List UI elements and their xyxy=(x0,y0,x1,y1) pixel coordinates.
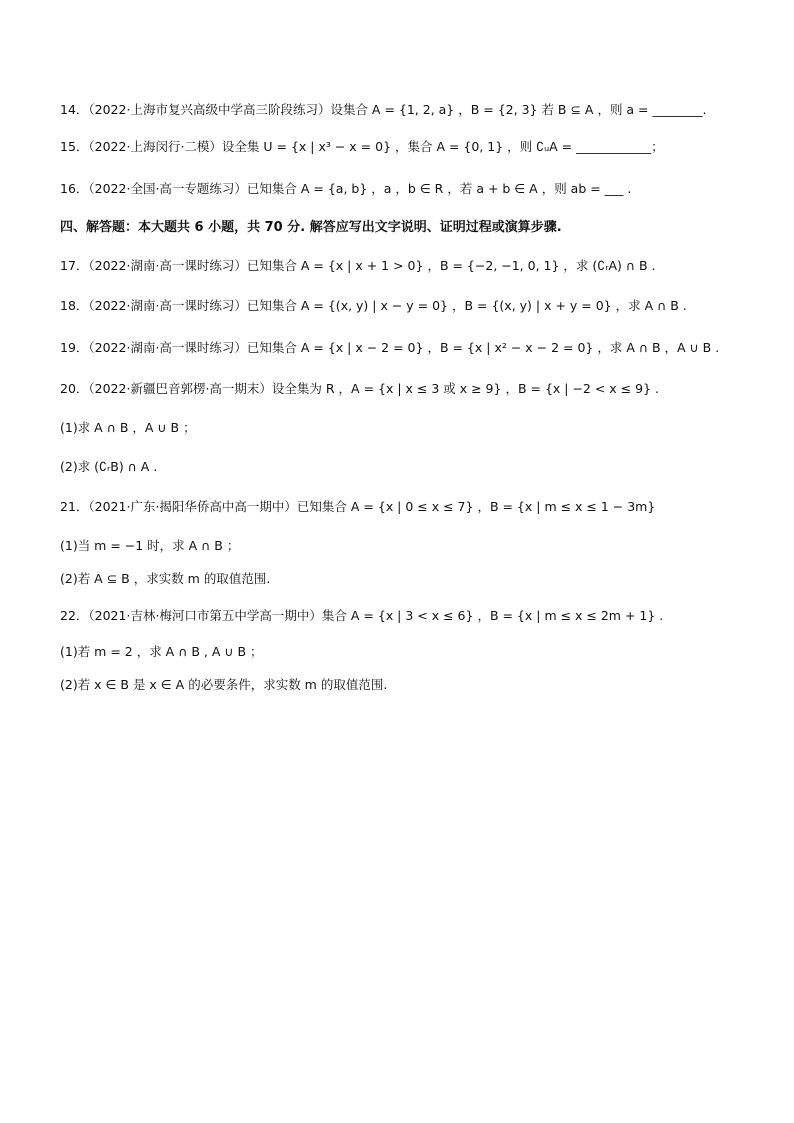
question-22: 22．（2021·吉林·梅河口市第五中学高一期中）集合 A = {x | 3 < x ≤ 6} ，B = {x | m ≤ x ≤ 2m + 1} . xyxy=(60,608,664,623)
question-18: 18．（2022·湖南·高一课时练习）已知集合 A = {(x, y) | x − y = 0} ，B = {(x, y) | x + y = 0} ，求 A ∩ B . xyxy=(60,298,687,313)
question-21-part-2: (2)若 A ⊆ B ，求实数 m 的取值范围. xyxy=(60,571,271,586)
question-14: 14．（2022·上海市复兴高级中学高三阶段练习）设集合 A = {1, 2, a} ，B = {2, 3} 若 B ⊆ A ，则 a = ________. xyxy=(60,102,707,117)
question-17: 17．（2022·湖南·高一课时练习）已知集合 A = {x | x + 1 > 0} ，B = {−2, −1, 0, 1} ，求 (∁ᵣA) ∩ B . xyxy=(60,258,656,273)
question-20: 20．（2022·新疆巴音郭楞·高一期末）设全集为 R ，A = {x | x ≤ 3 或 x ≥ 9} ，B = {x | −2 < x ≤ 9} . xyxy=(60,381,659,396)
question-19: 19．（2022·湖南·高一课时练习）已知集合 A = {x | x − 2 = 0} ，B = {x | x² − x − 2 = 0} ，求 A ∩ B ，A ∪ B . xyxy=(60,340,720,355)
question-21: 21．（2021·广东·揭阳华侨高中高一期中）已知集合 A = {x | 0 ≤ x ≤ 7} ，B = {x | m ≤ x ≤ 1 − 3m} xyxy=(60,499,656,514)
question-20-part-2: (2)求 (∁ᵣB) ∩ A . xyxy=(60,459,158,474)
section-heading: 四、解答题：本大题共 6 小题，共 70 分. 解答应写出文字说明、证明过程或演算步骤. xyxy=(60,220,562,235)
question-15: 15．（2022·上海闵行·二模）设全集 U = {x | x³ − x = 0} ，集合 A = {0, 1} ，则 ∁ᵤA = ____________； xyxy=(60,139,664,154)
question-21-part-1: (1)当 m = −1 时，求 A ∩ B ； xyxy=(60,538,240,553)
question-16: 16．（2022·全国·高一专题练习）已知集合 A = {a, b} ，a ，b ∈ R ，若 a + b ∈ A ，则 ab = ___ . xyxy=(60,181,632,196)
question-22-part-2: (2)若 x ∈ B 是 x ∈ A 的必要条件，求实数 m 的取值范围. xyxy=(60,677,388,692)
question-20-part-1: (1)求 A ∩ B ，A ∪ B ； xyxy=(60,420,196,435)
question-22-part-1: (1)若 m = 2 ，求 A ∩ B , A ∪ B ； xyxy=(60,644,263,659)
